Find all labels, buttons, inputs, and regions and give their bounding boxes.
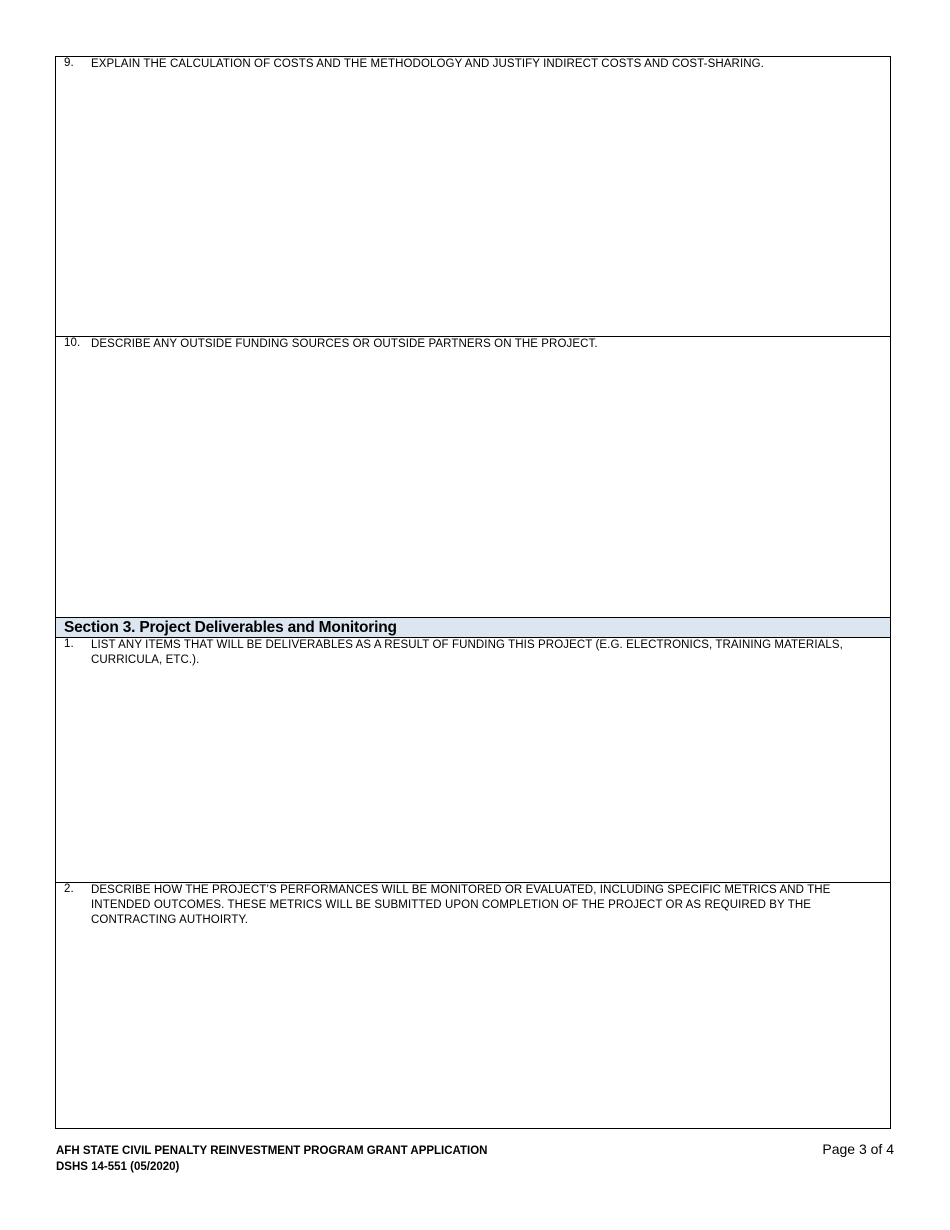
page-number: Page 3 of 4 — [822, 1141, 894, 1157]
deliverables-field[interactable] — [56, 638, 890, 883]
section-3-header — [56, 617, 890, 638]
footer-form-number: DSHS 14-551 (05/2020) — [56, 1161, 180, 1173]
question-text: DESCRIBE HOW THE PROJECT’S PERFORMANCES WILL BE MONITORED OR EVALUATED, INCLUDING SPECIFIC METRICS AND THE INTENDED OUTCOMES. THESE METRICS WILL BE SUBMITTED UPON COMPLETION OF THE PROJECT OR AS REQUIRED BY THE CONTRACTING AUTHOIRTY. — [91, 884, 831, 926]
question-10-field[interactable] — [56, 337, 890, 617]
question-number: 1. — [64, 638, 74, 650]
question-text: LIST ANY ITEMS THAT WILL BE DELIVERABLES AS A RESULT OF FUNDING THIS PROJECT (E.G. ELECTRONICS, TRAINING MATERIALS, CURRICULA, ETC.). — [91, 639, 843, 666]
question-number: 9. — [64, 57, 74, 69]
footer-form-title: AFH STATE CIVIL PENALTY REINVESTMENT PROGRAM GRANT APPLICATION — [56, 1145, 488, 1157]
section-title: Section 3. Project Deliverables and Monitoring — [64, 619, 397, 636]
question-number: 10. — [64, 337, 81, 349]
question-9-field[interactable] — [56, 57, 890, 337]
question-number: 2. — [64, 883, 74, 895]
monitoring-field[interactable] — [56, 883, 890, 1128]
footer-form-info — [56, 1143, 487, 1175]
grant-application-form — [55, 56, 891, 1129]
question-text: DESCRIBE ANY OUTSIDE FUNDING SOURCES OR OUTSIDE PARTNERS ON THE PROJECT. — [91, 338, 598, 350]
question-text: EXPLAIN THE CALCULATION OF COSTS AND THE METHODOLOGY AND JUSTIFY INDIRECT COSTS AND COST-SHARING. — [91, 58, 764, 70]
